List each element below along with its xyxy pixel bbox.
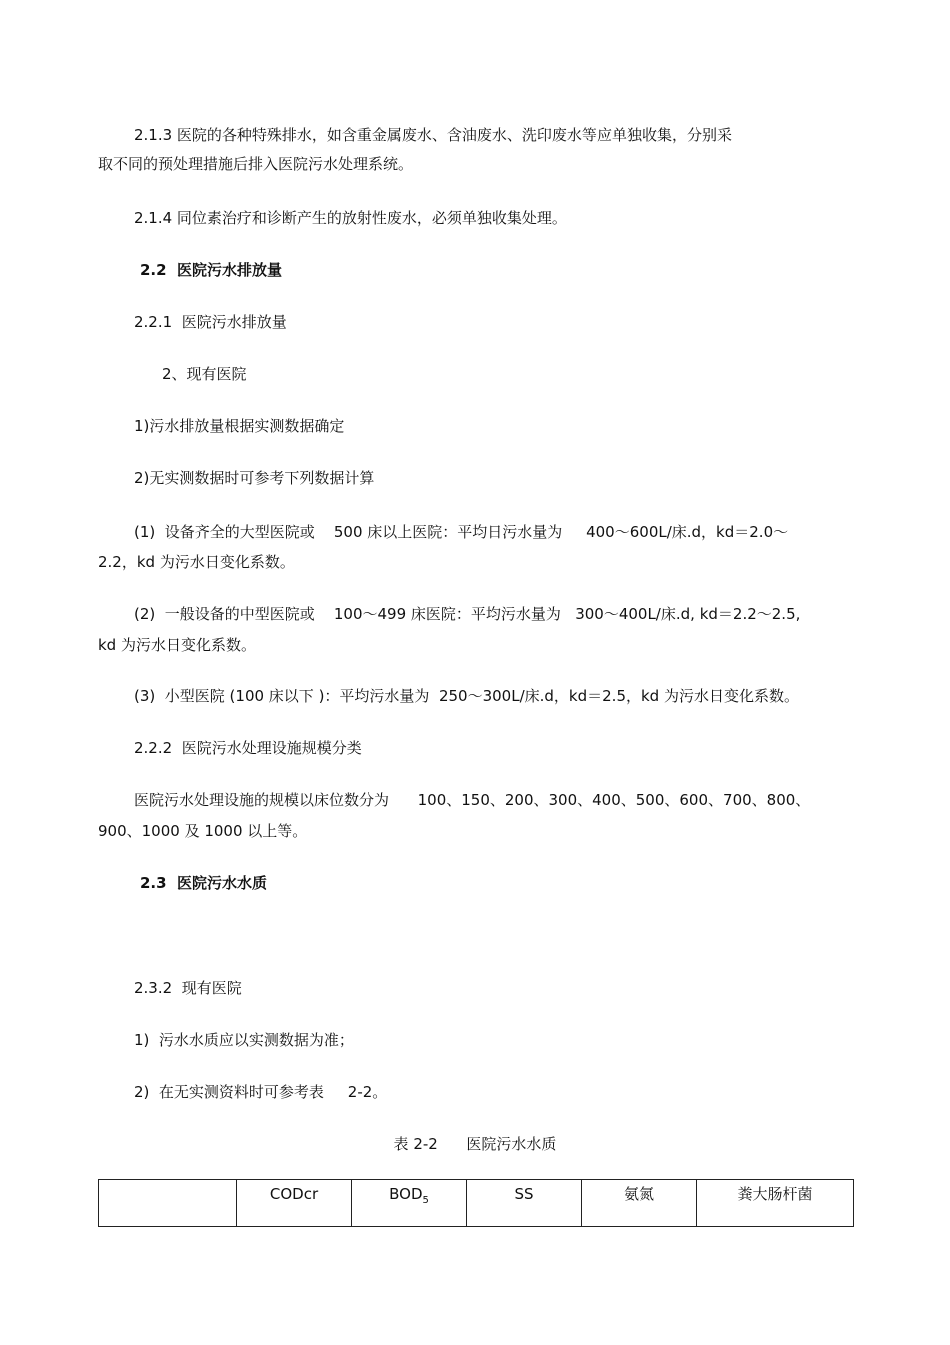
para-2-1-4: 2.1.4 同位素治疗和诊断产生的放射性废水，必须单独收集处理。: [134, 209, 567, 227]
item-quality-reference: 2) 在无实测资料时可参考表 2-2。: [134, 1083, 388, 1101]
header-cell-bod: [352, 1180, 467, 1227]
header-cell-ss: SS: [467, 1180, 582, 1227]
header-cell-empty: [99, 1180, 237, 1227]
bod-label: BOD: [389, 1185, 423, 1203]
item-medium-hospital-line1: (2) 一般设备的中型医院或 100～499 床医院：平均污水量为 300～400L/床.d, kd＝2.2～2.5,: [134, 605, 801, 623]
header-cell-ammonia: 氨氮: [582, 1180, 697, 1227]
table-header-row: [99, 1180, 854, 1227]
heading-2-3-2: 2.3.2 现有医院: [134, 979, 242, 997]
para-2-1-3-line2: 取不同的预处理措施后排入医院污水处理系统。: [98, 155, 414, 173]
item-small-hospital: (3) 小型医院 (100 床以下 )：平均污水量为 250～300L/床.d，kd＝2.5，kd 为污水日变化系数。: [134, 687, 799, 705]
para-scale-line2: 900、1000 及 1000 以上等。: [98, 822, 308, 840]
heading-2-3: 2.3 医院污水水质: [140, 874, 268, 892]
item-1-measured: 1)污水排放量根据实测数据确定: [134, 417, 345, 435]
para-scale-line1: 医院污水处理设施的规模以床位数分为 100、150、200、300、400、500、600、700、800、: [134, 791, 811, 809]
item-medium-hospital-line2: kd 为污水日变化系数。: [98, 636, 256, 654]
heading-2-2-2: 2.2.2 医院污水处理设施规模分类: [134, 739, 362, 757]
item-2-reference: 2)无实测数据时可参考下列数据计算: [134, 469, 375, 487]
heading-2-2-1: 2.2.1 医院污水排放量: [134, 313, 287, 331]
item-quality-measured: 1) 污水水质应以实测数据为准；: [134, 1031, 354, 1049]
item-existing-hospital: 2、现有医院: [162, 365, 247, 383]
water-quality-table: [98, 1179, 854, 1227]
heading-2-2: 2.2 医院污水排放量: [140, 261, 283, 279]
header-cell-coliform: 粪大肠杆菌: [697, 1180, 854, 1227]
item-large-hospital-line1: (1) 设备齐全的大型医院或 500 床以上医院：平均日污水量为 400～600L/床.d，kd＝2.0～: [134, 523, 789, 541]
para-2-1-3-line1: 2.1.3 医院的各种特殊排水，如含重金属废水、含油废水、洗印废水等应单独收集，分别采: [134, 126, 732, 144]
bod-subscript: 5: [422, 1195, 429, 1206]
header-cell-codcr: CODcr: [237, 1180, 352, 1227]
item-large-hospital-line2: 2.2，kd 为污水日变化系数。: [98, 553, 295, 571]
table-caption: 表 2-2 医院污水水质: [393, 1135, 557, 1153]
